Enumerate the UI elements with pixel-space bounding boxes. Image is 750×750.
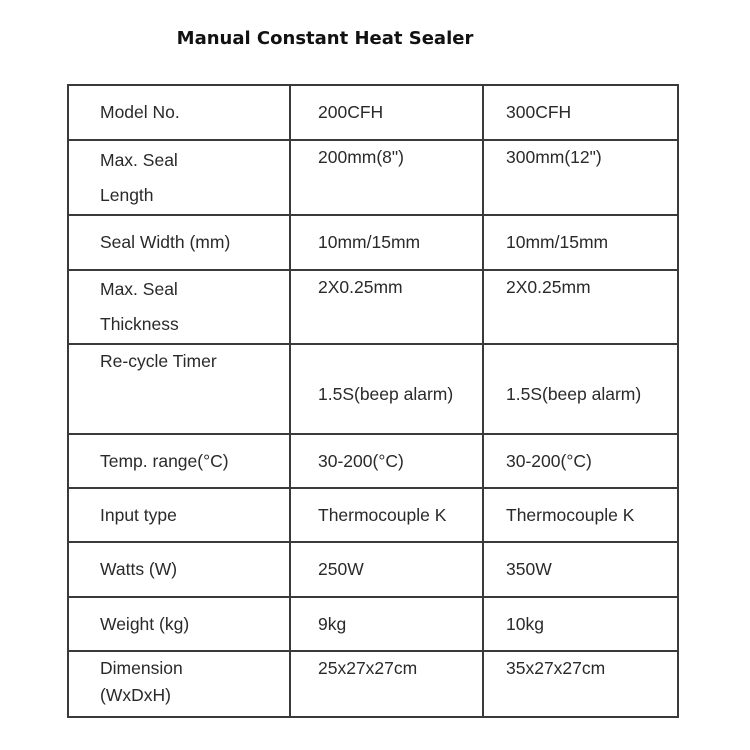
cell-seal-thickness-300: 2X0.25mm (483, 270, 678, 344)
cell-temp-range-300: 30-200(°C) (483, 434, 678, 488)
row-label-watts: Watts (W) (68, 542, 290, 597)
cell-watts-200: 250W (290, 542, 483, 597)
cell-dimension-200: 25x27x27cm (290, 651, 483, 717)
table-row (68, 488, 678, 542)
row-label-dimension-line1: Dimension (100, 658, 183, 678)
table-row (68, 215, 678, 270)
spec-table (67, 84, 679, 718)
page-title: Manual Constant Heat Sealer (176, 28, 474, 49)
row-label-dimension-line2: (WxDxH) (100, 685, 171, 705)
cell-seal-length-300: 300mm(12") (483, 140, 678, 215)
cell-seal-width-300: 10mm/15mm (483, 215, 678, 270)
row-label-dimension (68, 651, 290, 717)
table-row (68, 344, 678, 434)
table-row (68, 434, 678, 488)
row-label-seal-thickness-line1: Max. Seal (100, 279, 178, 299)
row-label-seal-thickness-line2: Thickness (100, 314, 179, 334)
cell-recycle-timer-300: 1.5S(beep alarm) (483, 344, 678, 434)
row-label-seal-length (68, 140, 290, 215)
row-label-input-type: Input type (68, 488, 290, 542)
row-label-seal-thickness (68, 270, 290, 344)
cell-model-300: 300CFH (483, 85, 678, 140)
row-label-recycle-timer: Re-cycle Timer (68, 344, 290, 434)
table-row (68, 140, 678, 215)
cell-input-type-200: Thermocouple K (290, 488, 483, 542)
cell-seal-length-200: 200mm(8") (290, 140, 483, 215)
table-row (68, 542, 678, 597)
cell-weight-200: 9kg (290, 597, 483, 651)
row-label-seal-width: Seal Width (mm) (68, 215, 290, 270)
cell-weight-300: 10kg (483, 597, 678, 651)
row-label-temp-range: Temp. range(°C) (68, 434, 290, 488)
cell-temp-range-200: 30-200(°C) (290, 434, 483, 488)
table-row (68, 85, 678, 140)
cell-watts-300: 350W (483, 542, 678, 597)
table-row (68, 597, 678, 651)
cell-model-200: 200CFH (290, 85, 483, 140)
row-label-weight: Weight (kg) (68, 597, 290, 651)
cell-dimension-300: 35x27x27cm (483, 651, 678, 717)
row-label-model: Model No. (68, 85, 290, 140)
cell-seal-thickness-200: 2X0.25mm (290, 270, 483, 344)
cell-seal-width-200: 10mm/15mm (290, 215, 483, 270)
row-label-seal-length-line2: Length (100, 184, 154, 205)
table-row (68, 651, 678, 717)
row-label-seal-length-line1: Max. Seal (100, 149, 178, 170)
table-row (68, 270, 678, 344)
cell-input-type-300: Thermocouple K (483, 488, 678, 542)
cell-recycle-timer-200: 1.5S(beep alarm) (290, 344, 483, 434)
